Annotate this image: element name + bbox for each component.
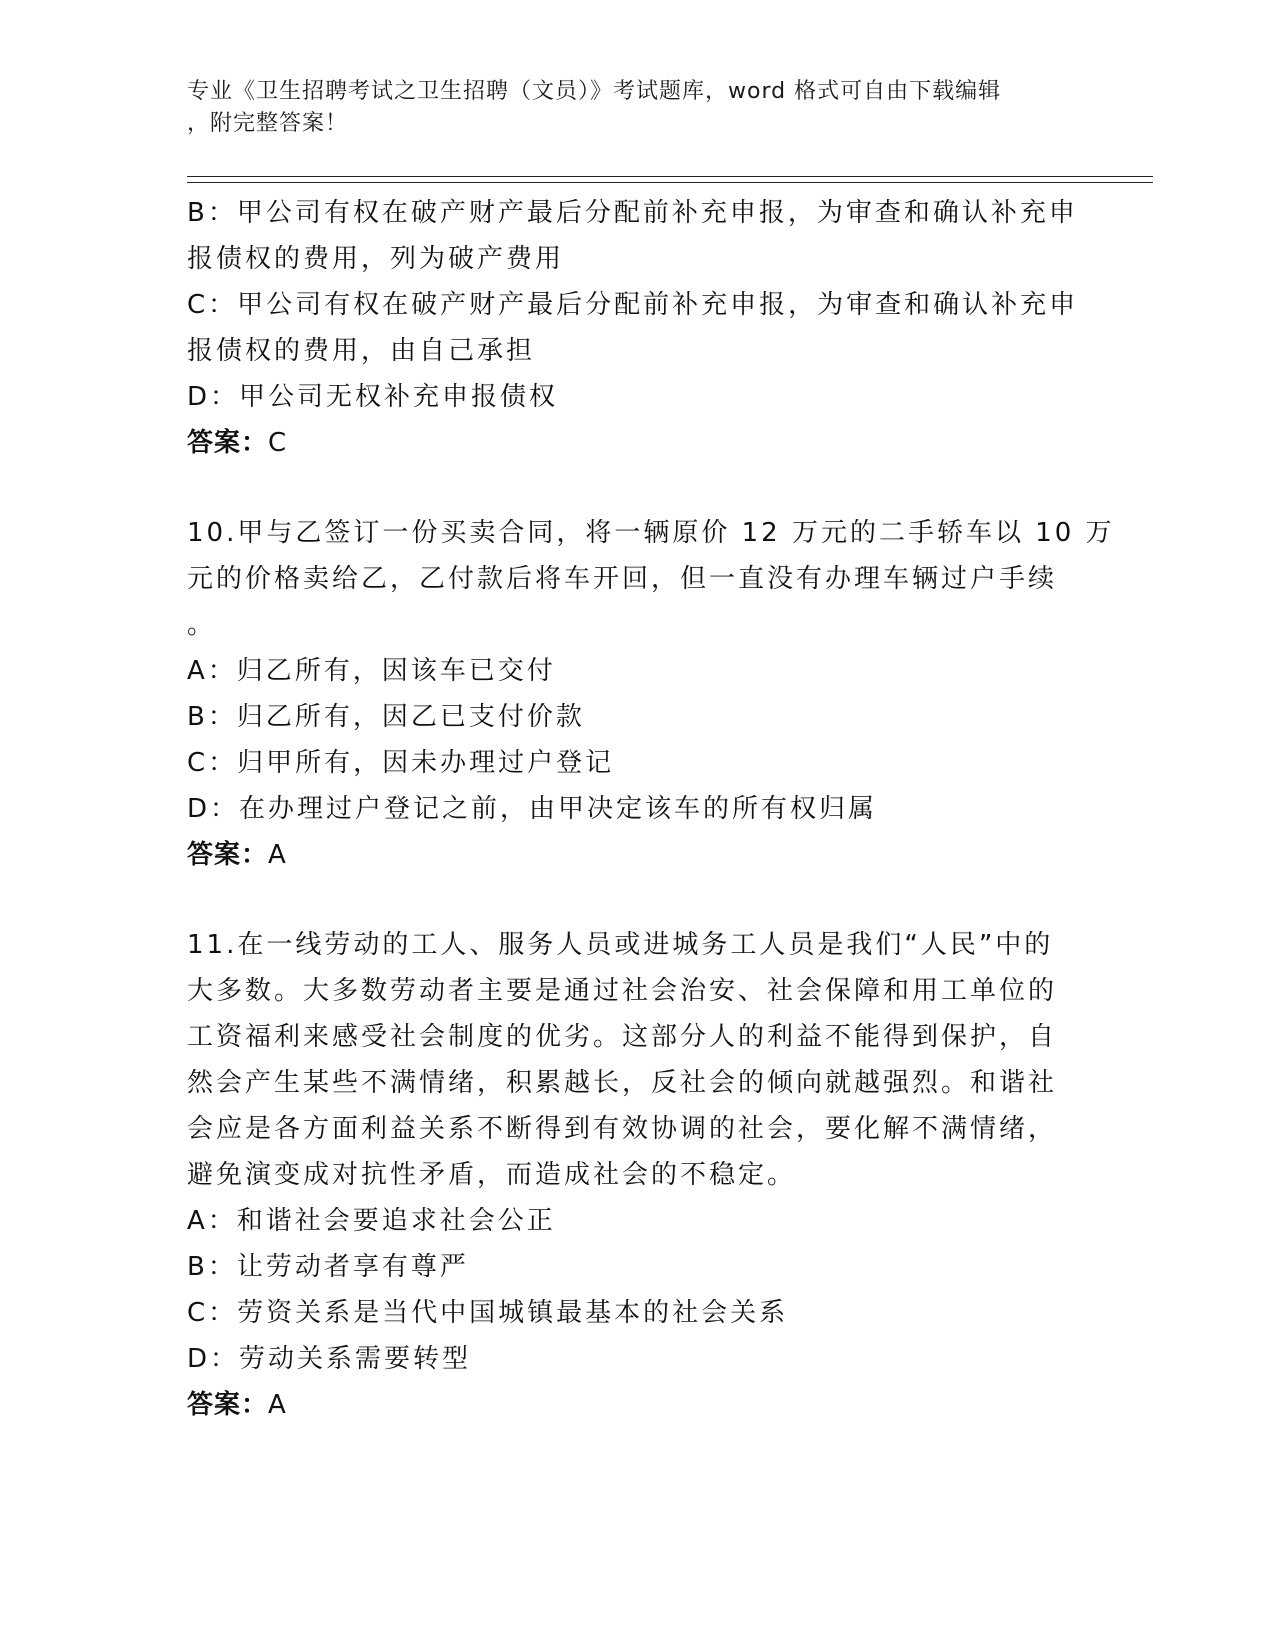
option-c: C：劳资关系是当代中国城镇最基本的社会关系 [187, 1298, 789, 1328]
question-stem-line2: 大多数。大多数劳动者主要是通过社会治安、社会保障和用工单位的 [187, 976, 1058, 1006]
answer-line [187, 420, 1087, 466]
option-a: A：归乙所有，因该车已交付 [187, 656, 556, 686]
option-c-line1: C：甲公司有权在破产财产最后分配前补充申报，为审查和确认补充申 [187, 290, 1079, 320]
question-stem-line3: 工资福利来感受社会制度的优劣。这部分人的利益不能得到保护，自 [187, 1022, 1058, 1052]
question-stem-line2: 元的价格卖给乙，乙付款后将车开回，但一直没有办理车辆过户手续 [187, 564, 1058, 594]
question-stem-line4: 然会产生某些不满情绪，积累越长，反社会的倾向就越强烈。和谐社 [187, 1068, 1058, 1098]
answer-line [187, 1382, 1087, 1428]
question-10 [187, 510, 1115, 878]
option-b: B：让劳动者享有尊严 [187, 1252, 469, 1282]
question-11 [187, 922, 1087, 1428]
option-d: D：在办理过户登记之前，由甲决定该车的所有权归属 [187, 794, 878, 824]
option-c-line2: 报债权的费用，由自己承担 [187, 336, 536, 366]
question-stem-line5: 会应是各方面利益关系不断得到有效协调的社会，要化解不满情绪， [187, 1114, 1058, 1144]
option-a: A：和谐社会要追求社会公正 [187, 1206, 556, 1236]
header-title-line2: ，附完整答案！ [187, 111, 349, 136]
answer-value: A [268, 1390, 287, 1420]
page-header [187, 76, 1067, 140]
question-gap [187, 466, 1087, 510]
header-title-line1: 专业《卫生招聘考试之卫生招聘（文员）》考试题库，word 格式可自由下载编辑 [187, 79, 1002, 104]
header-divider-top [187, 176, 1153, 177]
option-c: C：归甲所有，因未办理过户登记 [187, 748, 615, 778]
answer-label: 答案： [187, 840, 269, 870]
option-d: D：劳动关系需要转型 [187, 1344, 472, 1374]
question-stem-line3: 。 [187, 610, 217, 640]
answer-value: A [268, 840, 287, 870]
answer-label: 答案： [187, 428, 269, 458]
header-divider-bottom [187, 182, 1153, 183]
question-content [187, 190, 1115, 1428]
option-d: D：甲公司无权补充申报债权 [187, 382, 559, 412]
option-b: B：归乙所有，因乙已支付价款 [187, 702, 585, 732]
question-stem-line6: 避免演变成对抗性矛盾，而造成社会的不稳定。 [187, 1160, 797, 1190]
question-gap [187, 878, 1087, 922]
option-b-line2: 报债权的费用，列为破产费用 [187, 244, 565, 274]
question-stem-line1: 11.在一线劳动的工人、服务人员或进城务工人员是我们“人民”中的 [187, 930, 1054, 960]
answer-value: C [268, 428, 288, 458]
option-b-line1: B：甲公司有权在破产财产最后分配前补充申报，为审查和确认补充申 [187, 198, 1078, 228]
answer-line [187, 832, 1087, 878]
question-9 [187, 190, 1087, 466]
answer-label: 答案： [187, 1390, 269, 1420]
question-stem-line1: 10.甲与乙签订一份买卖合同，将一辆原价 12 万元的二手轿车以 10 万 [187, 518, 1115, 548]
